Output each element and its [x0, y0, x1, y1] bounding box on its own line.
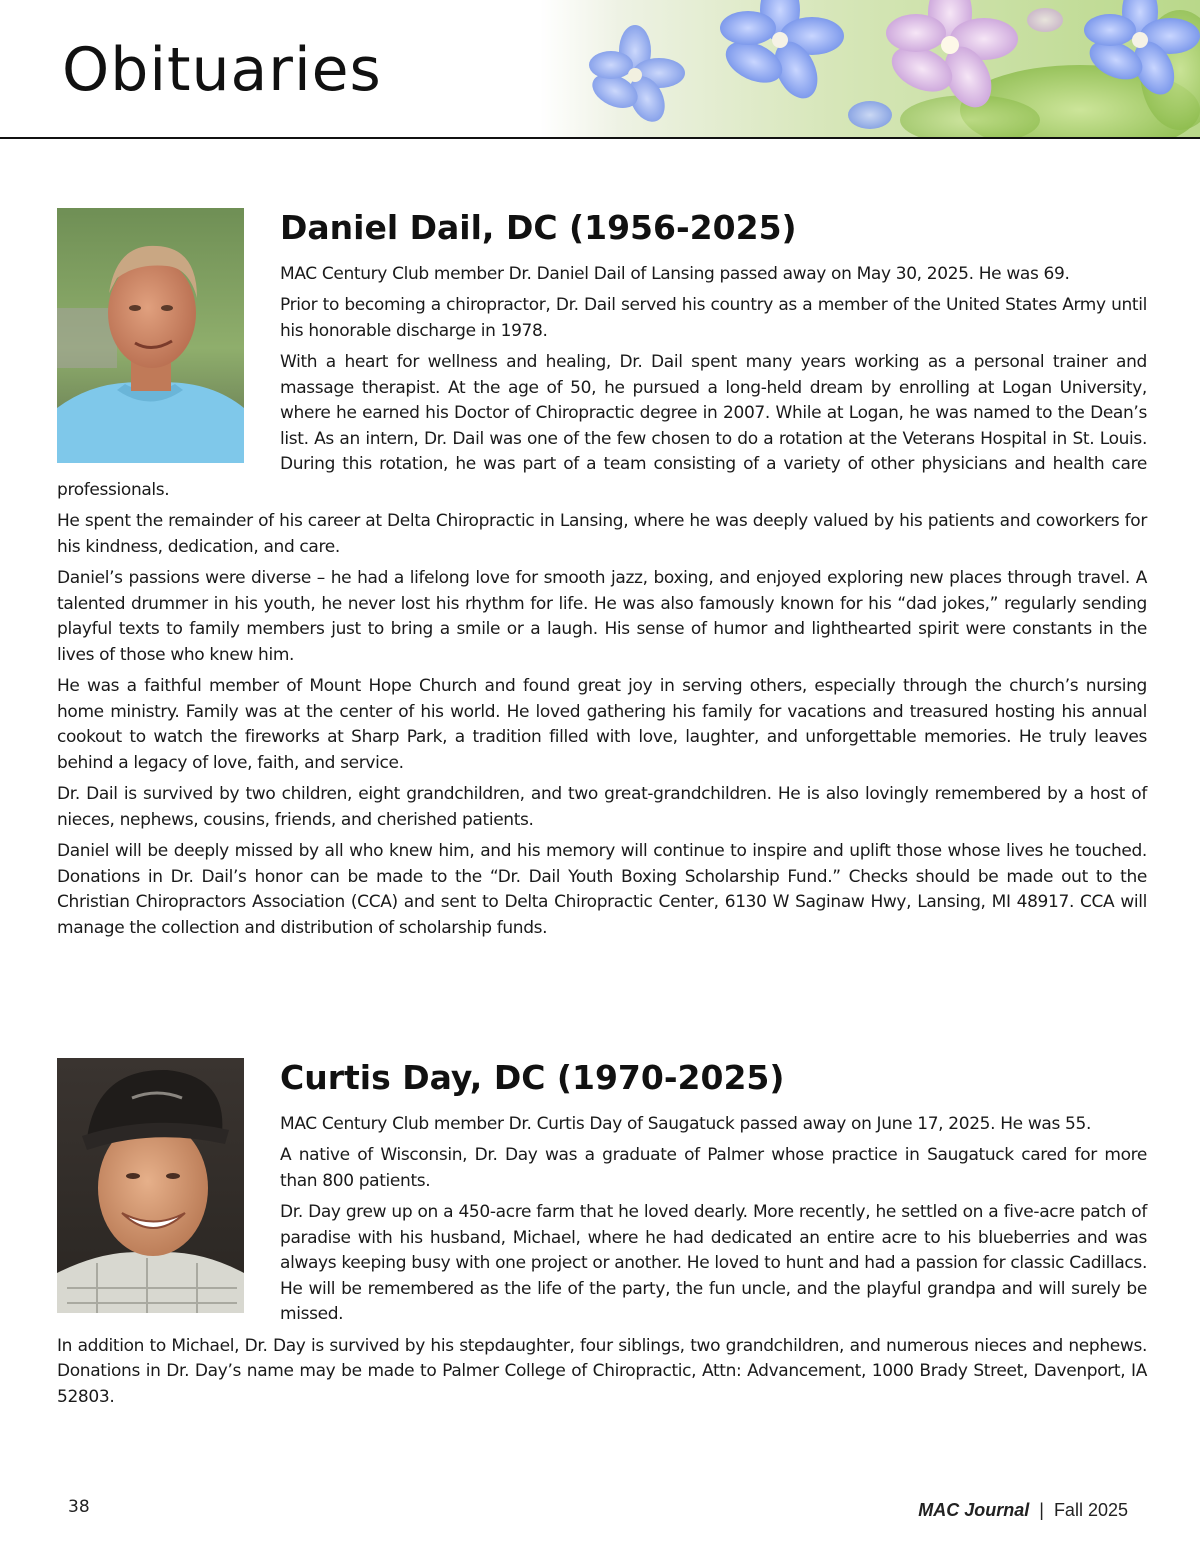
obituary-paragraph: MAC Century Club member Dr. Daniel Dail of Lansing passed away on May 30, 2025. He was 69. — [280, 263, 1070, 284]
obituary-paragraph: He spent the remainder of his career at Delta Chiropractic in Lansing, where he was deeply valued by his patients and coworkers for his kindness, dedication, and care. — [57, 511, 1147, 557]
obituary-paragraph: Prior to becoming a chiropractor, Dr. Dail served his country as a member of the United States Army until his honorable discharge in 1978. — [280, 295, 1147, 341]
obituary-paragraph: Daniel will be deeply missed by all who knew him, and his memory will continue to inspire and uplift those whose lives he touched. Donations in Dr. Dail’s honor can be made to the “Dr. Dail Youth Boxing Scholarship Fund.” Checks should be made out to the Christian Chiropractors Association (CCA) and sent to Delta Chiropractic Center, 6130 W Saginaw Hwy, Lansing, MI 48917. CCA will manage the collection and distribution of scholarship funds. — [57, 841, 1147, 938]
page-header — [0, 0, 1200, 140]
publication-name: MAC Journal — [918, 1500, 1030, 1520]
portrait-photo — [57, 208, 244, 463]
header-divider — [0, 137, 1200, 139]
issue-date: Fall 2025 — [1053, 1500, 1128, 1520]
obituary-entry — [57, 208, 1147, 947]
obituary-name: Daniel Dail, DC (1956-2025) — [280, 208, 797, 247]
obituary-paragraph: Daniel’s passions were diverse – he had a lifelong love for smooth jazz, boxing, and enjoyed exploring new places through travel. A talented drummer in his youth, he never lost his rhythm for life. He was also famously known for his “dad jokes,” regularly sending playful texts to family members just to bring a smile or a laugh. His sense of humor and lighthearted spirit were constants in the lives of those who knew him. — [57, 568, 1147, 665]
obituary-paragraph: Dr. Dail is survived by two children, eight grandchildren, and two great-grandchildren. He is also lovingly remembered by a host of nieces, nephews, cousins, friends, and cherished patients. — [57, 784, 1147, 830]
footer-publication-info — [918, 1500, 1128, 1521]
footer-separator: | — [1039, 1500, 1044, 1520]
obituary-paragraph: In addition to Michael, Dr. Day is survived by his stepdaughter, four siblings, two grandchildren, and numerous nieces and nephews. Donations in Dr. Day’s name may be made to Palmer College of Chiropractic, Attn: Advancement, 1000 Brady Street, Davenport, IA 52803. — [57, 1335, 1147, 1407]
obituary-paragraph: He was a faithful member of Mount Hope Church and found great joy in serving others, especially through the church’s nursing home ministry. Family was at the center of his world. He loved gathering his family for vacations and treasured hosting his annual cookout to watch the fireworks at Sharp Park, a tradition filled with love, laughter, and unforgettable memories. He truly leaves behind a legacy of love, faith, and service. — [57, 676, 1147, 773]
page-number: 38 — [68, 1497, 90, 1517]
obituary-name: Curtis Day, DC (1970-2025) — [280, 1058, 785, 1097]
portrait-photo — [57, 1058, 244, 1313]
page-title: Obituaries — [62, 35, 382, 105]
obituary-paragraph: With a heart for wellness and healing, Dr. Dail spent many years working as a personal trainer and massage therapist. At the age of 50, he pursued a long-held dream by enrolling at Logan University, where he earned his Doctor of Chiropractic degree in 2007. While at Logan, he was named to the Dean’s list. As an intern, Dr. Dail was one of the few chosen to do a rotation at the Veterans Hospital in St. Louis. During this rotation, he was part of a team consisting of a variety of other physicians and health care professionals. — [57, 352, 1147, 500]
flower-banner-image — [540, 0, 1200, 137]
obituary-paragraph: A native of Wisconsin, Dr. Day was a graduate of Palmer whose practice in Saugatuck cared for more than 800 patients. — [280, 1145, 1147, 1191]
obituary-paragraph: MAC Century Club member Dr. Curtis Day of Saugatuck passed away on June 17, 2025. He was 55. — [280, 1113, 1092, 1134]
obituary-paragraph: Dr. Day grew up on a 450-acre farm that he loved dearly. More recently, he settled on a five-acre patch of paradise with his husband, Michael, where he had dedicated an entire acre to his blueberries and was always keeping busy with one project or another. He loved to hunt and had a passion for classic Cadillacs. He will be remembered as the life of the party, the fun uncle, and the playful grandpa and will surely be missed. — [280, 1202, 1147, 1325]
obituary-entry — [57, 1058, 1147, 1416]
